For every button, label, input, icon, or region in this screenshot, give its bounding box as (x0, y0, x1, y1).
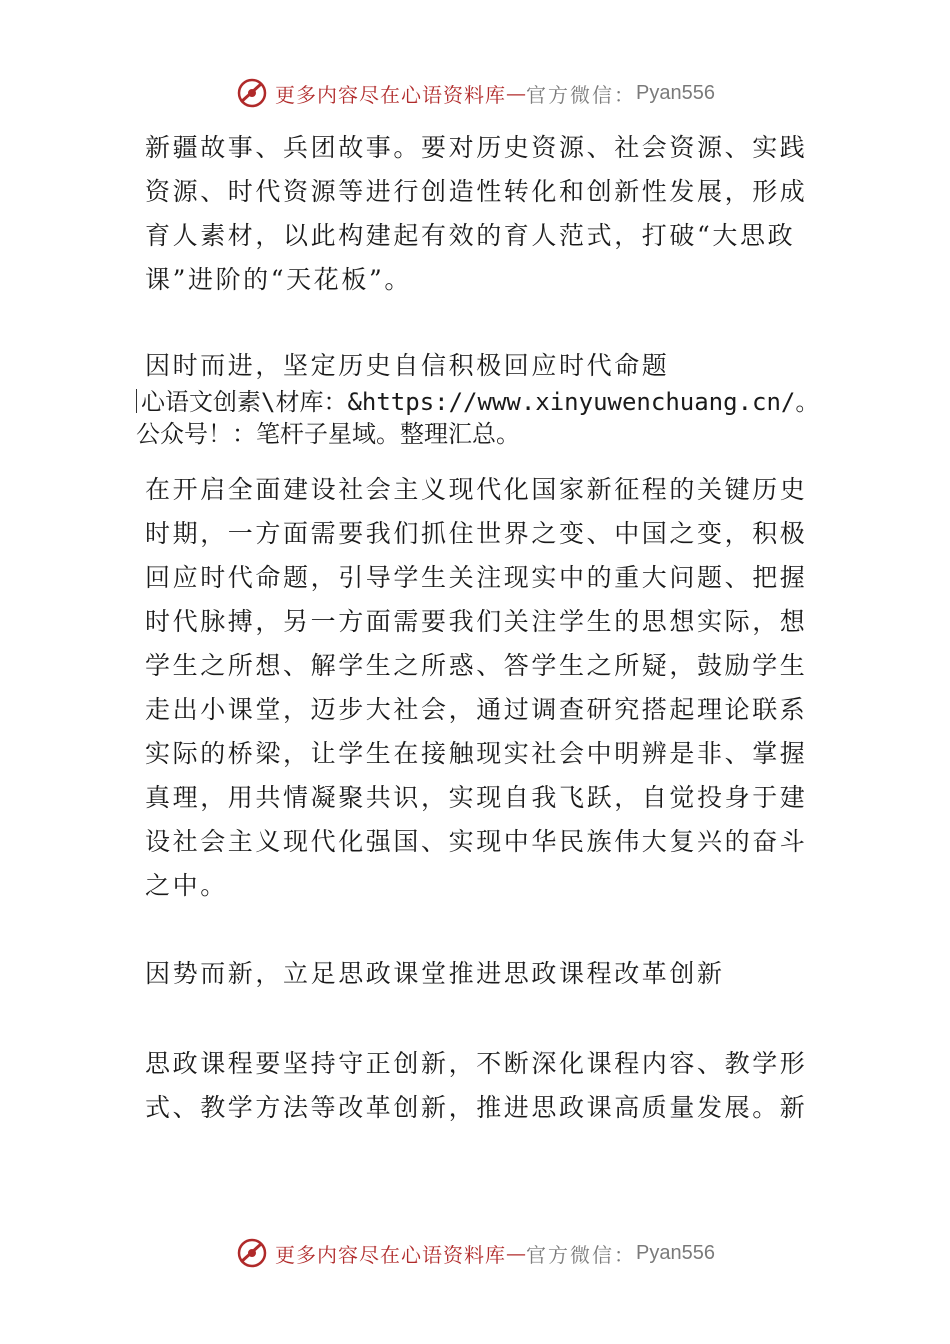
header-title: 更多内容尽在心语资料库 (275, 82, 507, 107)
footer-banner (0, 1233, 950, 1273)
logo-icon (235, 76, 269, 110)
paragraph-2: 在开启全面建设社会主义现代化国家新征程的关键历史时期，一方面需要我们抓住世界之变、中国之变，积极回应时代命题，引导学生关注现实中的重大问题、把握时代脉搏，另一方面需要我们关注学生的思想实际，想学生之所想、解学生之所惑、答学生之所疑，鼓励学生走出小课堂，迈步大社会，通过调查研究搭起理论联系实际的桥梁，让学生在接触现实社会中明辨是非、掌握真理，用共情凝聚共识，实现自我飞跃，自觉投身于建设社会主义现代化强国、实现中华民族伟大复兴的奋斗之中。 (145, 475, 808, 900)
paragraph-3: 思政课程要坚持守正创新，不断深化课程内容、教学形式、教学方法等改革创新，推进思政课高质量发展。新 (145, 1049, 808, 1122)
footer-title: 更多内容尽在心语资料库 (275, 1242, 507, 1267)
header-dash: — (506, 81, 527, 105)
watermark-line-2: 公众号！：笔杆子星域。整理汇总。 (136, 420, 520, 448)
logo-icon (235, 1236, 269, 1270)
paragraph-1: 新疆故事、兵团故事。要对历史资源、社会资源、实践资源、时代资源等进行创造性转化和创新性发展，形成育人素材，以此构建起有效的育人范式，打破“大思政课”进阶的“天花板”。 (145, 133, 808, 294)
header-wechat-id: Pyan556 (636, 81, 715, 104)
header-official-label: 官方微信： (526, 82, 637, 107)
watermark-line-1 (136, 386, 836, 418)
footer-official-label: 官方微信： (526, 1242, 637, 1267)
section-heading-2: 因势而新，立足思政课堂推进思政课程改革创新 (145, 959, 725, 988)
cursor-bar (136, 389, 137, 413)
footer-wechat-id: Pyan556 (636, 1241, 715, 1264)
watermark-text-1: 心语文创素\材库：&https://www.xinyuwenchuang.cn/。 (141, 388, 820, 416)
footer-dash: — (506, 1241, 527, 1265)
section-heading-1: 因时而进，坚定历史自信积极回应时代命题 (145, 351, 670, 380)
header-banner (0, 73, 950, 113)
